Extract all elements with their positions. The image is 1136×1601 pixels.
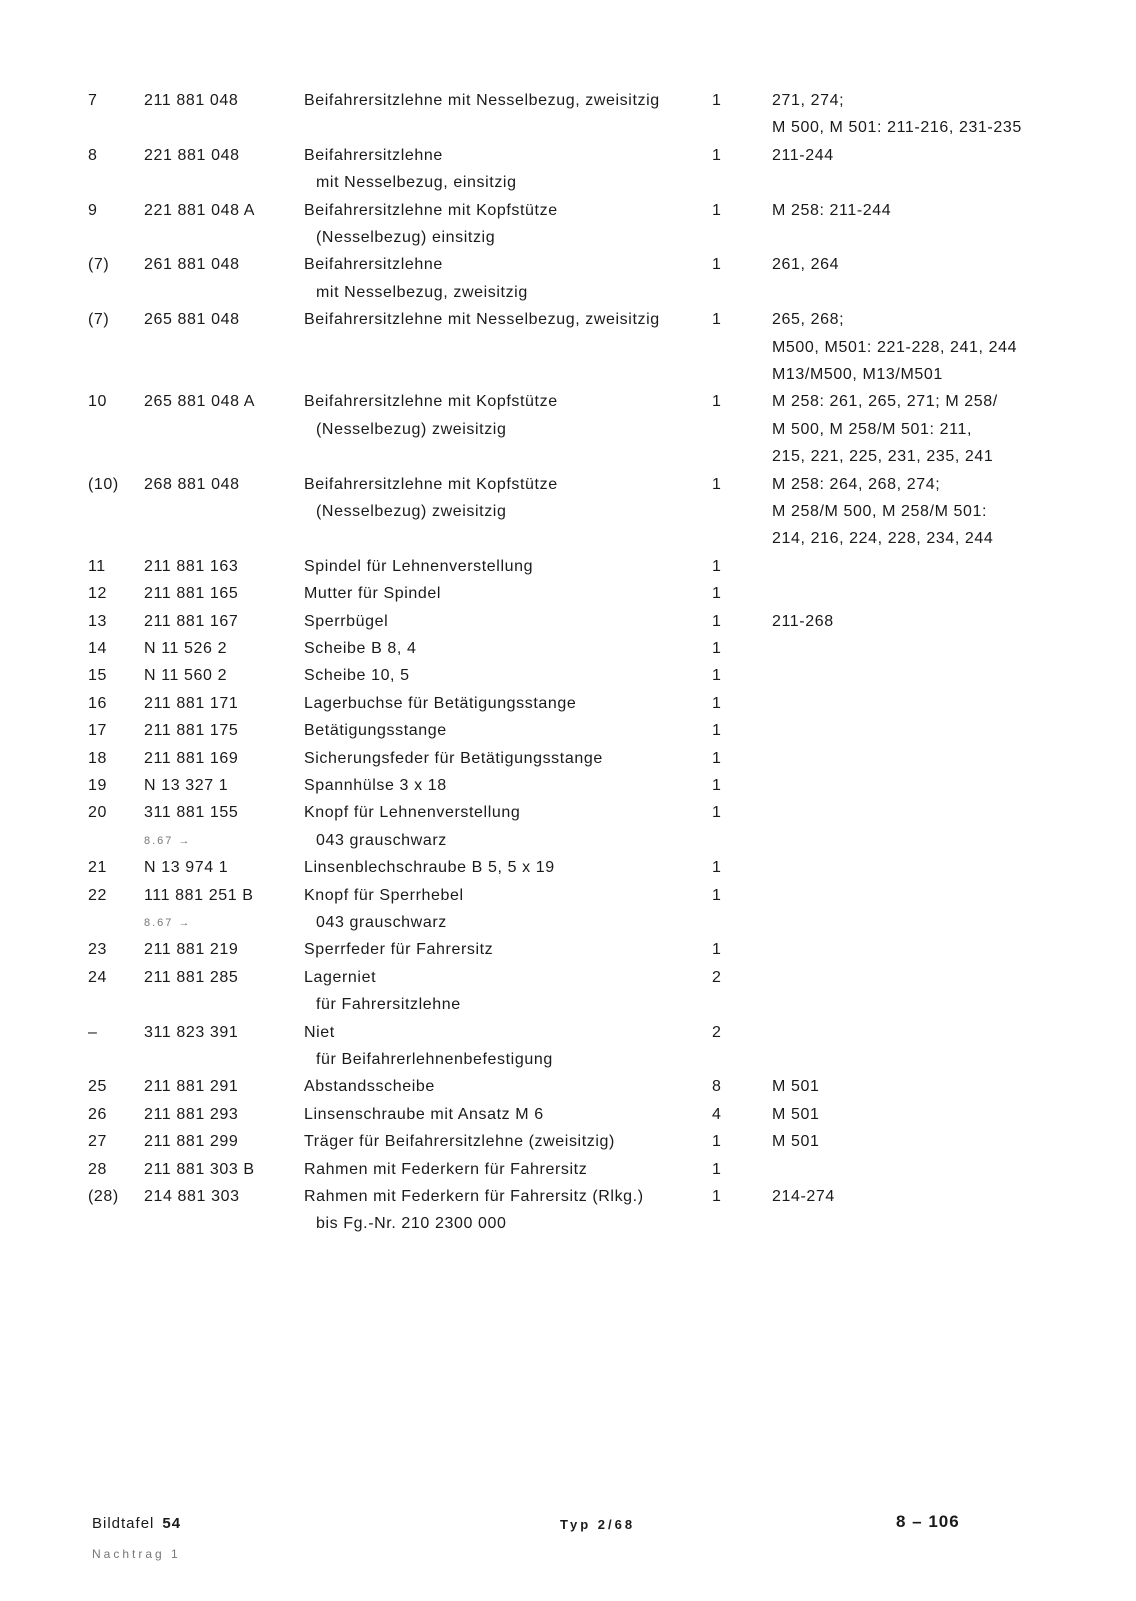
table-row (0, 553, 1136, 581)
table-row (0, 169, 1136, 197)
remark: M 258/M 500, M 258/M 501: (772, 503, 988, 520)
part-description: bis Fg.-Nr. 210 2300 000 (316, 1215, 507, 1233)
part-number: 211 881 175 (144, 722, 239, 740)
table-row (0, 1128, 1136, 1156)
part-number: 211 881 303 B (144, 1160, 255, 1178)
table-row (0, 361, 1136, 389)
quantity: 1 (712, 92, 722, 109)
plate-number: 54 (162, 1515, 182, 1532)
remark: M 258: 211-244 (772, 201, 892, 219)
table-row (0, 608, 1136, 636)
part-description: Knopf für Lehnenverstellung (304, 804, 521, 822)
remark: M 258: 261, 265, 271; M 258/ (772, 393, 998, 411)
part-number: 211 881 048 (144, 92, 239, 109)
quantity: 1 (712, 1188, 722, 1205)
position-number: 10 (88, 393, 107, 411)
part-description: Sperrbügel (304, 612, 389, 630)
table-row (0, 1156, 1136, 1184)
part-description: Beifahrersitzlehne mit Kopfstütze (304, 475, 558, 493)
table-row (0, 114, 1136, 142)
position-number: 20 (88, 804, 107, 822)
remark: 261, 264 (772, 256, 840, 274)
part-number: 261 881 048 (144, 256, 240, 274)
table-row (0, 416, 1136, 444)
quantity: 1 (712, 667, 722, 685)
part-number: 211 881 169 (144, 749, 239, 767)
quantity: 1 (712, 1133, 722, 1151)
position-number: 28 (88, 1160, 107, 1178)
table-row (0, 882, 1136, 910)
part-description: für Fahrersitzlehne (316, 996, 461, 1014)
part-description: Beifahrersitzlehne mit Nesselbezug, zweisitzig (304, 92, 660, 109)
part-description: Beifahrersitzlehne (304, 146, 443, 164)
part-number: 311 823 391 (144, 1023, 239, 1041)
part-number: N 13 974 1 (144, 859, 229, 877)
validity-note: 8.67 → (144, 834, 192, 847)
part-description: Lagerniet (304, 968, 377, 986)
table-row (0, 334, 1136, 362)
remark: M 501 (772, 1105, 820, 1123)
part-number: 211 881 285 (144, 968, 239, 986)
quantity: 1 (712, 612, 722, 630)
quantity: 1 (712, 585, 722, 603)
part-number: 311 881 155 (144, 804, 239, 822)
table-row (0, 1101, 1136, 1129)
table-row (0, 772, 1136, 800)
table-row (0, 827, 1136, 855)
part-description: Linsenblechschraube B 5, 5 x 19 (304, 859, 555, 877)
part-description: (Nesselbezug) zweisitzig (316, 420, 507, 438)
part-number: 265 881 048 (144, 311, 240, 329)
part-number: 211 881 219 (144, 941, 239, 959)
position-number: 12 (88, 585, 107, 603)
position-number: 15 (88, 667, 107, 685)
table-row (0, 251, 1136, 279)
table-row (0, 991, 1136, 1019)
remark: 271, 274; (772, 92, 845, 109)
remark: 214-274 (772, 1188, 835, 1205)
remark: 211-244 (772, 146, 834, 164)
part-description: 043 grauschwarz (316, 831, 447, 849)
supplement-note: Nachtrag 1 (92, 1547, 181, 1561)
position-number: 27 (88, 1133, 107, 1151)
position-number: 8 (88, 146, 98, 164)
table-row (0, 306, 1136, 334)
part-number: 221 881 048 (144, 146, 240, 164)
quantity: 2 (712, 1023, 722, 1041)
part-description: Beifahrersitzlehne (304, 256, 443, 274)
quantity: 1 (712, 201, 722, 219)
position-number: 24 (88, 968, 107, 986)
table-row (0, 498, 1136, 526)
part-number: 211 881 163 (144, 557, 239, 575)
part-number: 211 881 171 (144, 694, 239, 712)
position-number: – (88, 1023, 98, 1041)
remark: M 501 (772, 1078, 820, 1096)
quantity: 1 (712, 393, 722, 411)
part-description: Beifahrersitzlehne mit Kopfstütze (304, 201, 558, 219)
part-description: für Beifahrerlehnenbefestigung (316, 1051, 553, 1068)
remark: 215, 221, 225, 231, 235, 241 (772, 448, 994, 466)
quantity: 1 (712, 311, 722, 329)
quantity: 1 (712, 749, 722, 767)
part-description: Beifahrersitzlehne mit Nesselbezug, zweisitzig (304, 311, 660, 329)
table-row (0, 717, 1136, 745)
vehicle-type: Typ 2/68 (560, 1517, 636, 1532)
table-row (0, 1073, 1136, 1101)
part-description: Beifahrersitzlehne mit Kopfstütze (304, 393, 558, 411)
table-row (0, 1046, 1136, 1074)
part-description: Niet (304, 1023, 335, 1041)
position-number: 9 (88, 201, 98, 219)
part-description: (Nesselbezug) einsitzig (316, 229, 496, 246)
position-number: 13 (88, 612, 107, 630)
table-row (0, 1183, 1136, 1211)
table-row (0, 197, 1136, 225)
quantity: 1 (712, 886, 722, 904)
table-row (0, 690, 1136, 718)
position-number: 7 (88, 92, 98, 109)
part-description: Linsenschraube mit Ansatz M 6 (304, 1105, 544, 1123)
part-number: 214 881 303 (144, 1188, 240, 1205)
position-number: 16 (88, 694, 107, 712)
table-row (0, 662, 1136, 690)
part-number: 268 881 048 (144, 475, 240, 493)
position-number: 23 (88, 941, 107, 959)
part-description: Rahmen mit Federkern für Fahrersitz (304, 1160, 588, 1178)
position-number: (7) (88, 256, 110, 274)
part-description: Mutter für Spindel (304, 585, 442, 603)
part-description: 043 grauschwarz (316, 914, 447, 931)
quantity: 1 (712, 859, 722, 877)
part-description: Spannhülse 3 x 18 (304, 777, 447, 794)
position-number: 19 (88, 777, 107, 794)
quantity: 1 (712, 1160, 722, 1178)
quantity: 2 (712, 968, 722, 986)
table-row (0, 525, 1136, 553)
part-description: Scheibe B 8, 4 (304, 640, 417, 657)
part-number: N 13 327 1 (144, 777, 229, 794)
part-description: Rahmen mit Federkern für Fahrersitz (Rlkg.) (304, 1188, 644, 1205)
position-number: (28) (88, 1188, 119, 1205)
quantity: 1 (712, 694, 722, 712)
table-row (0, 388, 1136, 416)
position-number: (10) (88, 475, 119, 493)
quantity: 1 (712, 475, 722, 493)
part-number: 265 881 048 A (144, 393, 256, 411)
position-number: 11 (88, 557, 106, 575)
position-number: 17 (88, 722, 107, 740)
table-row (0, 580, 1136, 608)
quantity: 1 (712, 146, 722, 164)
part-description: Betätigungsstange (304, 722, 447, 740)
part-description: Lagerbuchse für Betätigungsstange (304, 694, 577, 712)
position-number: (7) (88, 311, 110, 329)
position-number: 25 (88, 1078, 107, 1096)
remark: M 258: 264, 268, 274; (772, 475, 941, 493)
table-row (0, 87, 1136, 115)
position-number: 21 (88, 859, 107, 877)
remark: 265, 268; (772, 311, 845, 329)
part-description: Träger für Beifahrersitzlehne (zweisitzig) (304, 1133, 615, 1151)
table-row (0, 142, 1136, 170)
quantity: 1 (712, 557, 722, 575)
table-row (0, 1019, 1136, 1047)
plate-label: Bildtafel 54 (92, 1515, 182, 1532)
position-number: 26 (88, 1105, 107, 1123)
part-number: 111 881 251 B (144, 886, 254, 904)
position-number: 22 (88, 886, 107, 904)
part-description: Sicherungsfeder für Betätigungsstange (304, 749, 603, 767)
remark: M 501 (772, 1133, 820, 1151)
table-row (0, 471, 1136, 499)
quantity: 4 (712, 1105, 722, 1123)
part-description: Abstandsscheibe (304, 1078, 435, 1096)
quantity: 1 (712, 804, 722, 822)
remark: M500, M501: 221-228, 241, 244 (772, 338, 1018, 356)
remark: 211-268 (772, 612, 834, 630)
remark: M 500, M 258/M 501: 211, (772, 420, 972, 438)
part-number: N 11 560 2 (144, 667, 228, 685)
remark: M 500, M 501: 211-216, 231-235 (772, 119, 1022, 137)
part-number: 211 881 293 (144, 1105, 239, 1123)
part-description: Spindel für Lehnenverstellung (304, 557, 534, 575)
table-row (0, 854, 1136, 882)
part-number: 211 881 299 (144, 1133, 239, 1151)
part-description: Scheibe 10, 5 (304, 667, 410, 685)
table-row (0, 224, 1136, 252)
table-row (0, 279, 1136, 307)
table-row (0, 799, 1136, 827)
table-row (0, 964, 1136, 992)
part-description: mit Nesselbezug, einsitzig (316, 174, 517, 192)
table-row (0, 745, 1136, 773)
validity-note: 8.67 → (144, 917, 192, 929)
page-number: 8 – 106 (896, 1512, 960, 1531)
position-number: 14 (88, 640, 107, 657)
table-row (0, 1210, 1136, 1238)
quantity: 1 (712, 941, 722, 959)
remark: 214, 216, 224, 228, 234, 244 (772, 530, 994, 548)
quantity: 1 (712, 722, 722, 740)
part-description: mit Nesselbezug, zweisitzig (316, 283, 528, 301)
part-description: Knopf für Sperrhebel (304, 886, 464, 904)
table-row (0, 443, 1136, 471)
part-number: 211 881 291 (144, 1078, 239, 1096)
part-number: 211 881 167 (144, 612, 239, 630)
position-number: 18 (88, 749, 107, 767)
quantity: 1 (712, 777, 722, 794)
table-row (0, 635, 1136, 663)
part-number: 221 881 048 A (144, 201, 256, 219)
part-number: 211 881 165 (144, 585, 239, 603)
table-row (0, 909, 1136, 937)
quantity: 1 (712, 256, 722, 274)
table-row (0, 936, 1136, 964)
part-number: N 11 526 2 (144, 640, 228, 657)
quantity: 1 (712, 640, 722, 657)
remark: M13/M500, M13/M501 (772, 366, 943, 383)
quantity: 8 (712, 1078, 722, 1096)
part-description: (Nesselbezug) zweisitzig (316, 503, 507, 520)
part-description: Sperrfeder für Fahrersitz (304, 941, 494, 959)
